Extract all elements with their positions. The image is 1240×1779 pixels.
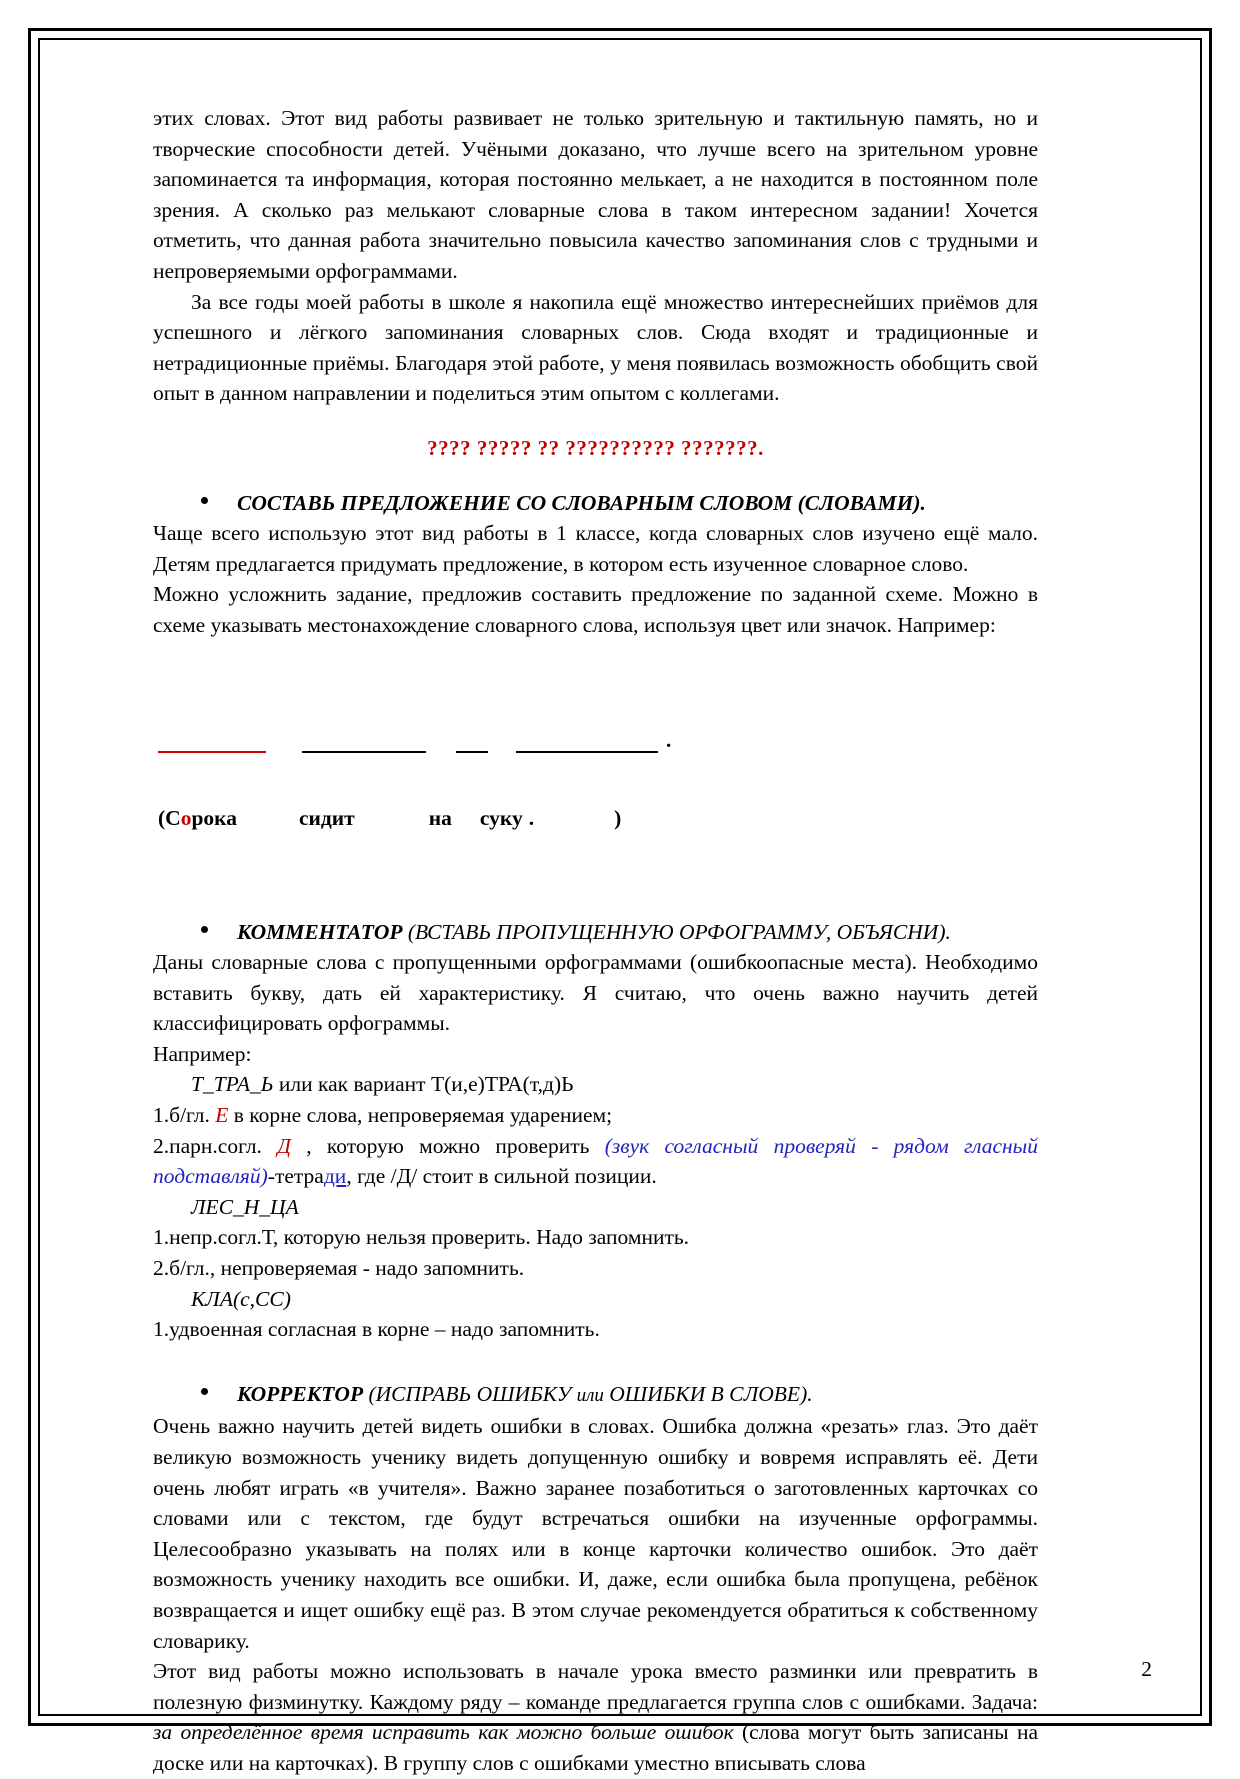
schema-open-paren: ( [158,805,166,830]
rule2-end: , где /Д/ стоит в сильной позиции. [346,1164,657,1189]
section-heading-sub-ili: или [576,1384,604,1406]
section2-rule-5: 1.удвоенная согласная в корне – надо запомнить. [153,1317,600,1342]
section-heading-label: СОСТАВЬ ПРЕДЛОЖЕНИЕ СО СЛОВАРНЫМ СЛОВОМ (СЛОВАМИ). [237,490,926,515]
section-heading-sostav [153,488,1038,519]
section1-paragraph-1: Чаще всего использую этот вид работы в 1 классе, когда словарных слов изучено ещё мало. Детям предлагается придумать предложение, в котором есть изученное словарное слово. [153,521,1038,576]
rule2-blue-hint: (звук согласный проверяй - рядом гласный подставляй) [153,1133,1038,1189]
rule2-blue-underlined: ди [323,1164,347,1189]
section-heading-label [237,1379,1038,1412]
rule2-letter: Д [277,1133,291,1158]
rule2-after: -тетра [267,1164,324,1189]
section-heading-sub: (ВСТАВЬ ПРОПУЩЕННУЮ ОРФОГРАММУ, ОБЪЯСНИ). [402,919,951,944]
section3-paragraph-1: Очень важно научить детей видеть ошибки в словах. Ошибка должна «резать» глаз. Это даёт великую возможность ученику видеть допущенную ошибку и вовремя исправлять её. Дети очень любят играть «в учителя». Важно заранее позаботиться о заготовленных карточках со словами или с текстом, где будут встречаться ошибки на изученные орфограммы. Целесообразно указывать на полях или в конце карточки количество ошибок. Это даёт возможность ученику находить все ошибки. И, даже, если ошибка была пропущена, ребёнок возвращается и ищет ошибку ещё раз. В этом случае рекомендуется обратиться к собственному словарику. [153,1414,1038,1653]
spacer [153,641,1038,675]
section3-p2-task-suffix: (слова могут быть записаны на доске или на карточках). В группу слов с ошибками уместно вписывать слова [153,1720,1039,1775]
page-content [153,103,1038,1779]
rule1-suffix: в корне слова, непроверяемая ударением; [228,1103,613,1128]
section3-p2-task-italic: за определённое время исправить как можно больше ошибок [153,1720,734,1745]
page-number: 2 [1141,1657,1152,1681]
section-heading-sub2: ОШИБКИ В СЛОВЕ). [603,1381,813,1406]
section2-paragraph-1: Даны словарные слова с пропущенными орфограммами (ошибкоопасные места). Необходимо вставить букву, дать ей характеристику. Я считаю, что очень важно научить детей классифицировать орфограммы. [153,950,1038,1036]
rule1-letter: Е [215,1103,229,1128]
schema-word1-rest: рока [191,805,237,830]
bullet-dot-icon [201,926,208,933]
section2-rule-4: 2.б/гл., непроверяемая - надо запомнить. [153,1256,525,1281]
schema-word3: на [428,805,452,830]
schema-word4: суку [479,805,523,830]
spacer [153,409,1038,433]
section3-paragraph-2 [153,1656,1038,1778]
schema-rule-4 [516,751,658,753]
section3-p2-task-prefix: Задача: [971,1689,1038,1714]
section2-example-3: КЛА(с,СС) [191,1286,291,1311]
section-heading-korrektor [153,1379,1038,1412]
schema-rule-2 [302,751,426,753]
example-word-tetrad-variant: или как вариант Т(и,е)ТРА(т,д)Ь [273,1072,574,1097]
sentence-schema [153,681,1038,883]
section3-p2-part-a: Этот вид работы можно использовать в начале урока вместо разминки или превратить в полезную физминутку. Каждому ряду – команде предлагается группа слов с ошибками. [153,1659,1038,1714]
schema-word2: сидит [298,805,355,830]
section2-paragraph-2: Например: [153,1041,252,1066]
spacer [153,1345,1038,1379]
schema-rule-3 [456,751,488,753]
section-heading-kommentator [153,917,1038,948]
section-heading-sub: (ИСПРАВЬ ОШИБКУ [363,1381,577,1406]
section2-example-1 [153,1069,1038,1100]
example-word-tetrad: Т_ТРА_Ь [191,1072,274,1097]
section-heading-main: КОММЕНТАТОР [237,919,403,944]
schema-rule-red [158,751,266,753]
section2-rule-3: 1.непр.согл.Т, которую нельзя проверить. Надо запомнить. [153,1225,690,1250]
rule2-middle: , которую можно проверить [290,1133,605,1158]
section-heading-main: КОРРЕКТОР [237,1381,364,1406]
paragraph-years: За все годы моей работы в школе я накопила ещё множество интереснейших приёмов для успешного и лёгкого запоминания словарных слов. Сюда входят и традиционные и нетрадиционные приёмы. Благодаря этой работе, у меня появилась возможность обобщить свой опыт в данном направлении и поделиться этим опытом с коллегами. [153,289,1038,406]
section-heading-label [237,917,1038,948]
section2-example-2: ЛЕС_Н_ЦА [191,1194,299,1219]
paragraph-intro: этих словах. Этот вид работы развивает не только зрительную и тактильную память, но и творческие способности детей. Учёными доказано, что лучше всего на зрительном уровне запоминается та информация, которая постоянно мелькает, а не находится в постоянном поле зрения. А сколько раз мелькают словарные слова в таком интересном задании! Хочется отметить, что данная работа значительно повысила качество запоминания слов с трудными и непроверяемыми орфограммами. [153,106,1038,283]
schema-words-row [158,805,1038,831]
section2-rule-1 [153,1100,1038,1131]
schema-word4-dot: . [528,805,535,830]
rule2-prefix: 2.парн.согл. [153,1133,278,1158]
schema-word1-red-letter: о [180,805,192,830]
schema-close-paren: ) [614,805,622,830]
spacer [153,883,1038,917]
glyph-heading: ???? ????? ?? ?????????? ???????. [427,435,764,460]
spacer [153,464,1038,488]
schema-rule-row [158,727,1038,753]
schema-final-dot: . [666,727,672,752]
rule1-prefix: 1.б/гл. [153,1103,216,1128]
section1-paragraph-2: Можно усложнить задание, предложив составить предложение по заданной схеме. Можно в схеме указывать местонахождение словарного слова, используя цвет или значок. Например: [153,582,1038,637]
schema-word1-first: С [165,805,181,830]
bullet-dot-icon [201,497,208,504]
bullet-dot-icon [201,1388,208,1395]
section2-rule-2 [153,1131,1038,1192]
